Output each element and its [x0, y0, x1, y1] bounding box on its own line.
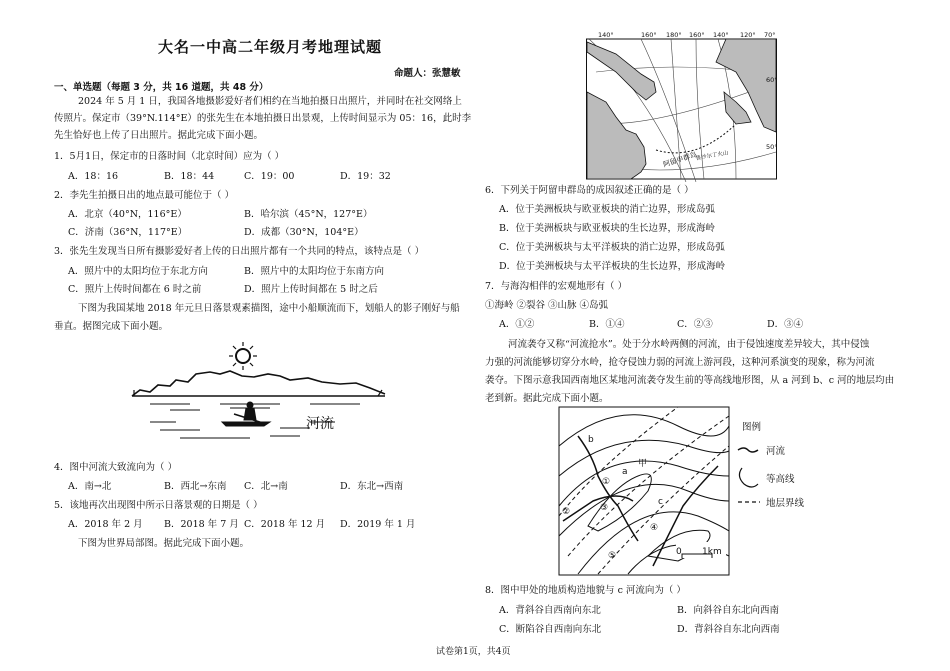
question-stem: 3．张先生发现当日所有摄影爱好者上传的日出照片都有一个共同的特点，该特点是（ ） — [54, 246, 425, 257]
option-d[interactable]: D．2019 年 1 月 — [340, 519, 416, 530]
option-b[interactable]: B．①④ — [589, 319, 625, 330]
contour-mark-2: ② — [562, 507, 571, 517]
legend-river-label: 河流 — [766, 446, 786, 457]
page-footer: 试卷第1页，共4页 — [436, 647, 511, 657]
lat-label-50: 50° — [766, 143, 778, 151]
lon-labels — [598, 32, 776, 39]
contour-mark-5: ⑤ — [608, 551, 617, 561]
lon-label: 160° — [689, 32, 705, 39]
intro-line: 2024 年 5 月 1 日，我国各地摄影爱好者们相约在当地拍摄日出照片，并同时在社交网络上 — [78, 96, 462, 107]
question-stem: 5．该地再次出现图中所示日落景观的日期是（ ） — [54, 500, 263, 511]
section-heading: 一、单选题（每题 3 分，共 16 道题，共 48 分） — [54, 82, 269, 93]
legend-contour-label: 等高线 — [766, 474, 795, 485]
intro-line: 袭夺。下图示意我国西南地区某地河流袭夺发生前的等高线地形图，从 a 河到 b、c 河的地层均由 — [485, 375, 895, 386]
option-d[interactable]: D．东北→西南 — [340, 481, 404, 492]
option-d[interactable]: D．照片上传时间都在 5 时之后 — [244, 284, 378, 295]
contour-mark-4: ④ — [650, 523, 659, 533]
scale-bar — [676, 542, 726, 558]
option-c[interactable]: C．19：00 — [244, 171, 295, 182]
option-c[interactable]: C．2018 年 12 月 — [244, 519, 326, 530]
option-d[interactable]: D．位于美洲板块与太平洋板块的生长边界，形成海岭 — [499, 261, 726, 272]
option-b[interactable]: B．2018 年 7 月 — [164, 519, 239, 530]
question-choices: ①海岭 ②裂谷 ③山脉 ④岛弧 — [485, 300, 609, 311]
intro-line: 力强的河流能够切穿分水岭，抢夺侵蚀力弱的河流上游河段，这种河系演变的现象，称为河流 — [485, 357, 875, 368]
question-stem: 4．图中河流大致流向为（ ） — [54, 462, 178, 473]
intro-line: 传照片。保定市（39°N.114°E）的张先生在本地拍摄日出景观，上传时间显示为 05：16，此时李 — [54, 113, 472, 124]
island-label-aleutian: 阿留申群岛 — [662, 150, 698, 169]
lon-label: 160° — [641, 32, 657, 39]
option-a[interactable]: A．照片中的太阳均位于东北方向 — [68, 266, 208, 277]
lon-label: 180° — [666, 32, 682, 39]
volcano-label: 鲁沙尔丁火山 — [695, 150, 729, 162]
lat-label-60: 60° — [766, 76, 778, 84]
option-b[interactable]: B．照片中的太阳均位于东南方向 — [244, 266, 384, 277]
sun-icon — [229, 342, 257, 370]
question-stem: 6．下列关于阿留申群岛的成因叙述正确的是（ ） — [485, 185, 694, 196]
location-label-jia: 甲 — [638, 459, 648, 469]
option-a[interactable]: A．背斜谷自西南向东北 — [499, 605, 601, 616]
option-d[interactable]: D．19：32 — [340, 171, 391, 182]
option-b[interactable]: B．18：44 — [164, 171, 215, 182]
legend-contour-icon — [739, 468, 758, 487]
map-legend — [738, 421, 805, 509]
question-stem: 7．与海沟相伴的宏观地形有（ ） — [485, 281, 628, 292]
intro-line: 老到新。据此完成下面小题。 — [485, 393, 609, 404]
contour-mark-1: ① — [602, 477, 611, 487]
option-c[interactable]: C．济南（36°N，117°E） — [68, 227, 188, 238]
intro-line: 先生恰好也上传了日出照片。据此完成下面小题。 — [54, 130, 264, 141]
question-stem: 1．5月1日，保定市的日落时间（北京时间）应为（ ） — [54, 151, 285, 162]
river-label-b: b — [588, 435, 594, 445]
intro-line: 垂直。据图完成下面小题。 — [54, 321, 169, 332]
intro-line: 河流袭夺又称“河流抢水”。处于分水岭两侧的河流，由于侵蚀速度差异较大，其中侵蚀 — [508, 339, 870, 350]
svg-text:1km: 1km — [702, 547, 722, 557]
option-a[interactable]: A．位于美洲板块与欧亚板块的消亡边界，形成岛弧 — [499, 204, 715, 215]
river-capture-map — [558, 406, 828, 578]
mountain-ridge — [132, 371, 385, 396]
lon-label: 70° — [764, 32, 776, 39]
option-a[interactable]: A．18：16 — [68, 171, 119, 182]
option-b[interactable]: B．位于美洲板块与欧亚板块的生长边界，形成海岭 — [499, 223, 715, 234]
option-a[interactable]: A．南→北 — [68, 481, 112, 492]
legend-river-icon — [738, 448, 758, 452]
option-c[interactable]: C．位于美洲板块与太平洋板块的消亡边界，形成岛弧 — [499, 242, 725, 253]
option-c[interactable]: C．断陷谷自西南向东北 — [499, 624, 602, 635]
lon-label: 140° — [713, 32, 729, 39]
author-line: 命题人：张慧敏 — [394, 68, 461, 79]
option-a[interactable]: A．①② — [499, 319, 535, 330]
option-d[interactable]: D．③④ — [767, 319, 804, 330]
option-b[interactable]: B．向斜谷自东北向西南 — [677, 605, 779, 616]
option-a[interactable]: A．北京（40°N，116°E） — [68, 209, 187, 220]
lon-label: 140° — [598, 32, 614, 39]
sunset-sketch — [130, 338, 390, 446]
legend-title: 图例 — [742, 422, 762, 433]
question-stem: 8．图中甲处的地质构造地貌与 c 河流向为（ ） — [485, 585, 686, 596]
svg-text:0: 0 — [676, 547, 682, 557]
river-label-c: c — [658, 497, 663, 507]
option-b[interactable]: B．西北→东南 — [164, 481, 227, 492]
intro-line: 下图为我国某地 2018 年元旦日落景观素描图，途中小船顺流而下，划船人的影子刚好与船 — [78, 303, 460, 314]
option-d[interactable]: D．背斜谷自东北向西南 — [677, 624, 780, 635]
river-label-a: a — [622, 467, 628, 477]
intro-passage-3: 下图为世界局部图。据此完成下面小题。 — [78, 538, 250, 549]
option-c[interactable]: C．②③ — [677, 319, 713, 330]
contour-mark-3: ③ — [600, 503, 609, 513]
lon-label: 120° — [740, 32, 756, 39]
option-b[interactable]: B．哈尔滨（45°N，127°E） — [244, 209, 373, 220]
option-c[interactable]: C．照片上传时间都在 6 时之前 — [68, 284, 202, 295]
river-label: 河流 — [306, 416, 334, 432]
option-c[interactable]: C．北→南 — [244, 481, 288, 492]
world-partial-map — [586, 32, 782, 182]
option-a[interactable]: A．2018 年 2 月 — [68, 519, 143, 530]
page-title: 大名一中高二年级月考地理试题 — [158, 38, 383, 56]
question-stem: 2．李先生拍摄日出的地点最可能位于（ ） — [54, 190, 235, 201]
legend-boundary-label: 地层界线 — [766, 498, 805, 509]
boat-icon — [222, 402, 270, 426]
option-d[interactable]: D．成都（30°N，104°E） — [244, 227, 364, 238]
